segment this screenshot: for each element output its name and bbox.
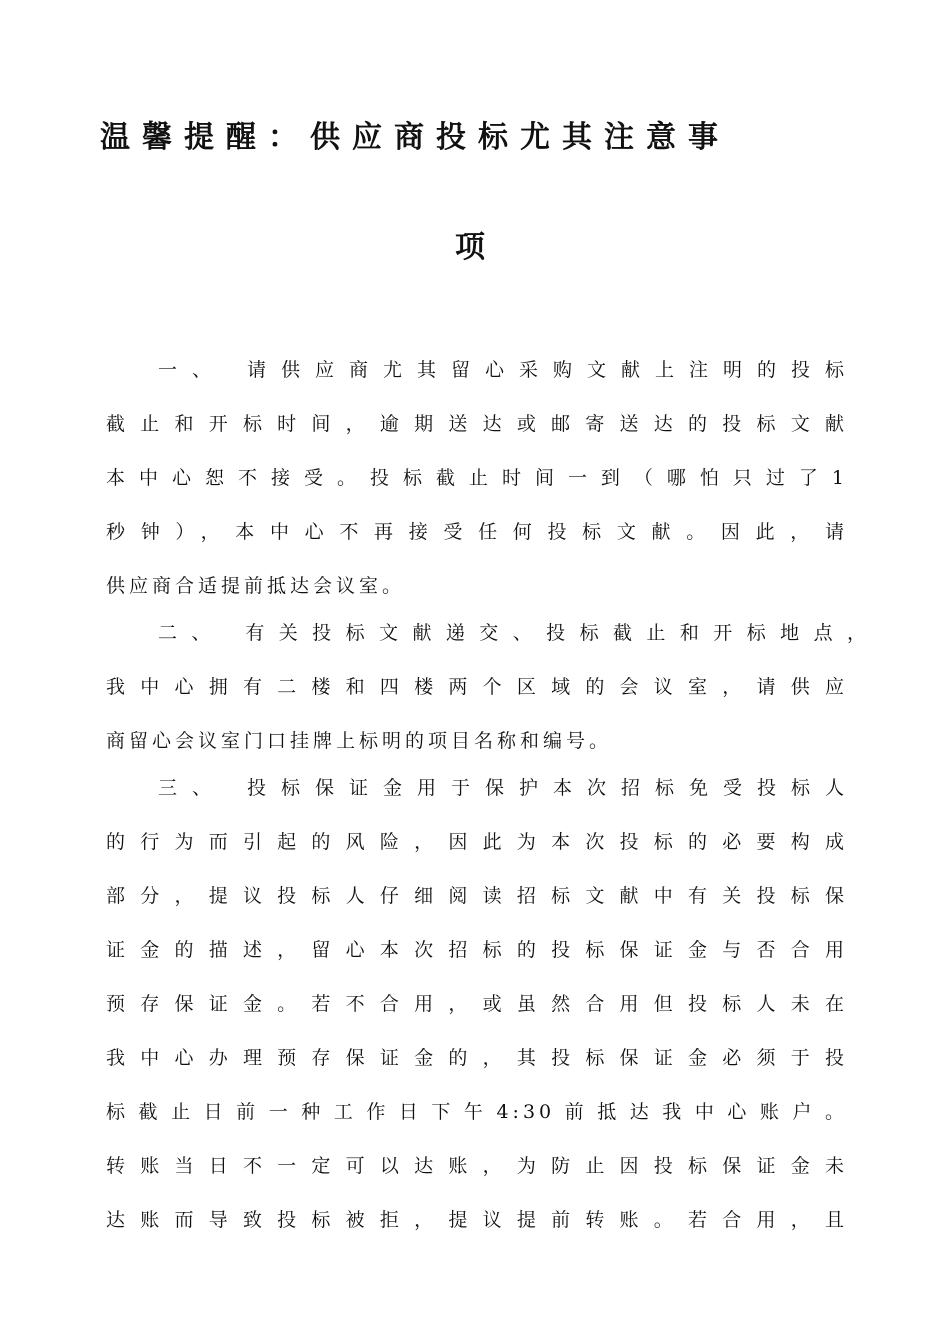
paragraph-1-line-1: 一、 请供应商尤其留心采购文献上注明的投标 [158,359,848,381]
paragraph-1-line-2: 截止和开标时间，逾期送达或邮寄送达的投标文献 [106,413,848,435]
paragraph-2-line-1: 二、 有关投标文献递交、投标截止和开标地点， [158,622,870,644]
paragraph-1-line-5: 供应商合适提前抵达会议室。 [106,575,406,597]
paragraph-3-line-1: 三、 投标保证金用于保护本次招标免受投标人 [158,777,848,799]
paragraph-3-line-3: 部分，提议投标人仔细阅读招标文献中有关投标保 [106,885,848,907]
paragraph-3-line-8: 转账当日不一定可以达账，为防止因投标保证金未 [106,1155,848,1177]
document-title-line-2: 项 [455,230,497,265]
paragraph-3-line-9: 达账而导致投标被拒，提议提前转账。若合用，且 [106,1209,848,1231]
paragraph-3-line-2: 的行为而引起的风险，因此为本次投标的必要构成 [106,831,848,853]
paragraph-3-line-4: 证金的描述，留心本次招标的投标保证金与否合用 [106,939,848,961]
paragraph-3-line-7: 标截止日前一种工作日下午4:30前抵达我中心账户。 [106,1101,848,1123]
document-title-line-1: 温馨提醒：供应商投标尤其注意事 [100,120,730,155]
paragraph-2-line-3: 商留心会议室门口挂牌上标明的项目名称和编号。 [106,730,613,752]
paragraph-3-line-6: 我中心办理预存保证金的，其投标保证金必须于投 [106,1047,848,1069]
paragraph-2-line-2: 我中心拥有二楼和四楼两个区域的会议室，请供应 [106,676,848,698]
paragraph-3-line-5: 预存保证金。若不合用，或虽然合用但投标人未在 [106,993,848,1015]
paragraph-1-line-4: 秒钟），本中心不再接受任何投标文献。因此，请 [106,521,848,543]
paragraph-1-line-3: 本中心恕不接受。投标截止时间一到（哪怕只过了1 [106,467,848,489]
